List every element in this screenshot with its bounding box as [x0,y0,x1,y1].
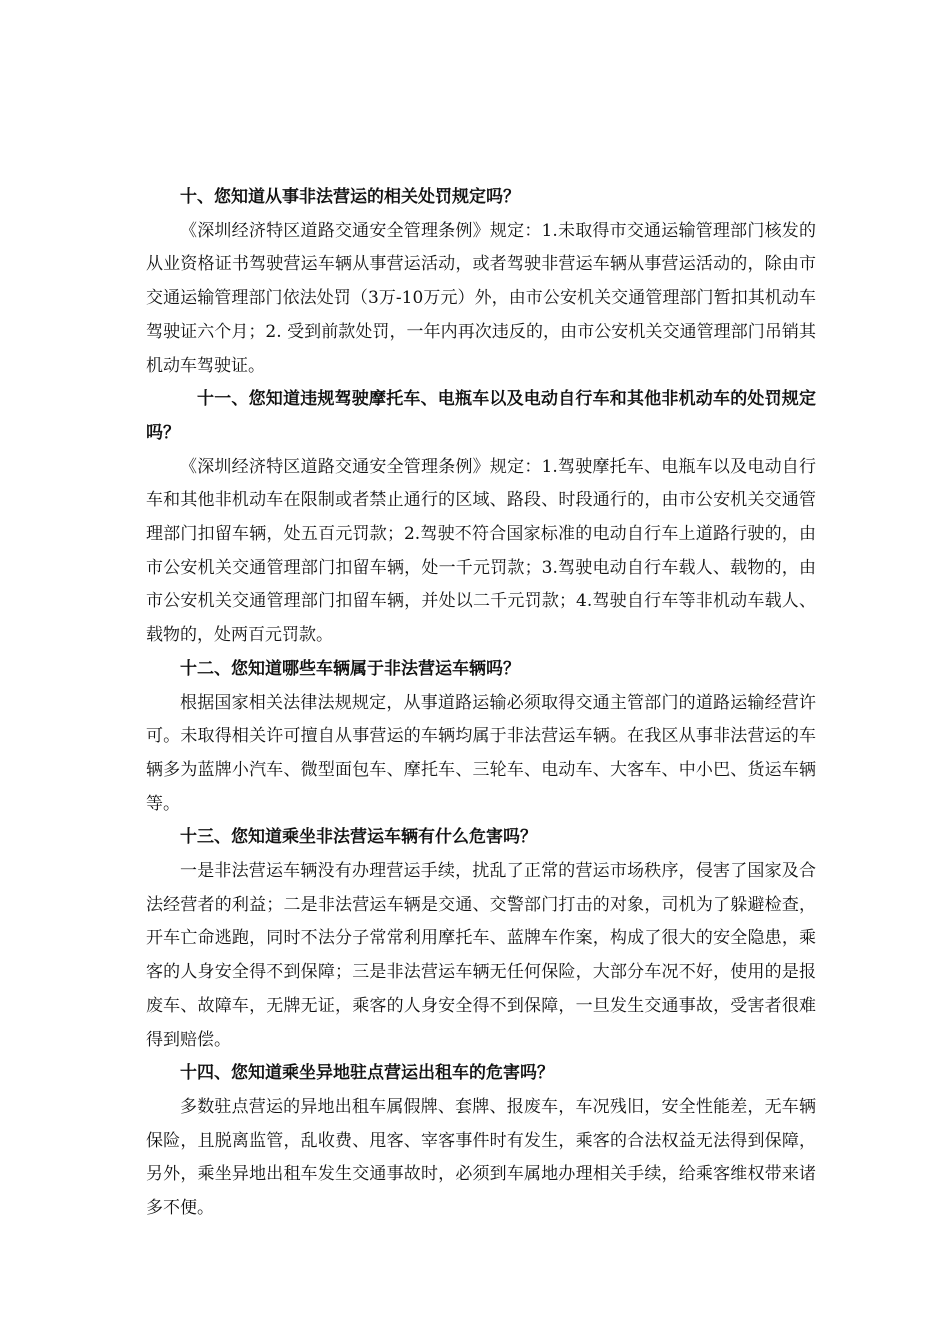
section-body: 多数驻点营运的异地出租车属假牌、套牌、报废车，车况残旧，安全性能差，无车辆保险，且脱离监管，乱收费、甩客、宰客事件时有发生，乘客的合法权益无法得到保障，另外，乘坐异地出租车发生交通事故时，必须到车属地办理相关手续，给乘客维权带来诸多不便。 [146,1096,816,1219]
document-page [146,181,816,1226]
section-heading: 十四、您知道乘坐异地驻点营运出租车的危害吗？ [180,1063,554,1084]
section-11 [146,383,816,653]
section-body: 《深圳经济特区道路交通安全管理条例》规定：1.未取得市交通运输管理部门核发的从业资格证书驾驶营运车辆从事营运活动，或者驾驶非营运车辆从事营运活动的，除由市交通运输管理部门依法处罚（3万-10万元）外，由市公安机关交通管理部门暂扣其机动车驾驶证六个月；2. 受到前款处罚，一年内再次违反的，由市公安机关交通管理部门吊销其机动车驾驶证。 [146,220,816,376]
section-body: 根据国家相关法律法规规定，从事道路运输必须取得交通主管部门的道路运输经营许可。未取得相关许可擅自从事营运的车辆均属于非法营运车辆。在我区从事非法营运的车辆多为蓝牌小汽车、微型面包车、摩托车、三轮车、电动车、大客车、中小巴、货运车辆等。 [146,692,816,814]
section-heading: 十二、您知道哪些车辆属于非法营运车辆吗？ [180,658,520,679]
section-heading: 十、您知道从事非法营运的相关处罚规定吗？ [180,187,520,207]
section-heading: 十三、您知道乘坐非法营运车辆有什么危害吗？ [180,827,537,848]
section-heading: 十一、您知道违规驾驶摩托车、电瓶车以及电动自行车和其他非机动车的处罚规定吗？ [146,389,816,443]
section-body: 一是非法营运车辆没有办理营运手续，扰乱了正常的营运市场秩序，侵害了国家及合法经营者的利益；二是非法营运车辆是交通、交警部门打击的对象，司机为了躲避检查，开车亡命逃跑，同时不法分子常常利用摩托车、蓝牌车作案，构成了很大的安全隐患，乘客的人身安全得不到保障；三是非法营运车辆无任何保险，大部分车况不好，使用的是报废车、故障车，无牌无证，乘客的人身安全得不到保障，一旦发生交通事故，受害者很难得到赔偿。 [146,861,816,1050]
section-13 [146,821,816,1057]
section-10 [146,181,816,383]
section-14 [146,1057,816,1226]
section-body: 《深圳经济特区道路交通安全管理条例》规定：1.驾驶摩托车、电瓶车以及电动自行车和其他非机动车在限制或者禁止通行的区域、路段、时段通行的，由市公安机关交通管理部门扣留车辆，处五百元罚款；2.驾驶不符合国家标准的电动自行车上道路行驶的，由市公安机关交通管理部门扣留车辆，处一千元罚款；3.驾驶电动自行车载人、载物的，由市公安机关交通管理部门扣留车辆，并处以二千元罚款；4.驾驶自行车等非机动车载人、载物的，处两百元罚款。 [146,456,816,646]
section-12 [146,653,816,822]
